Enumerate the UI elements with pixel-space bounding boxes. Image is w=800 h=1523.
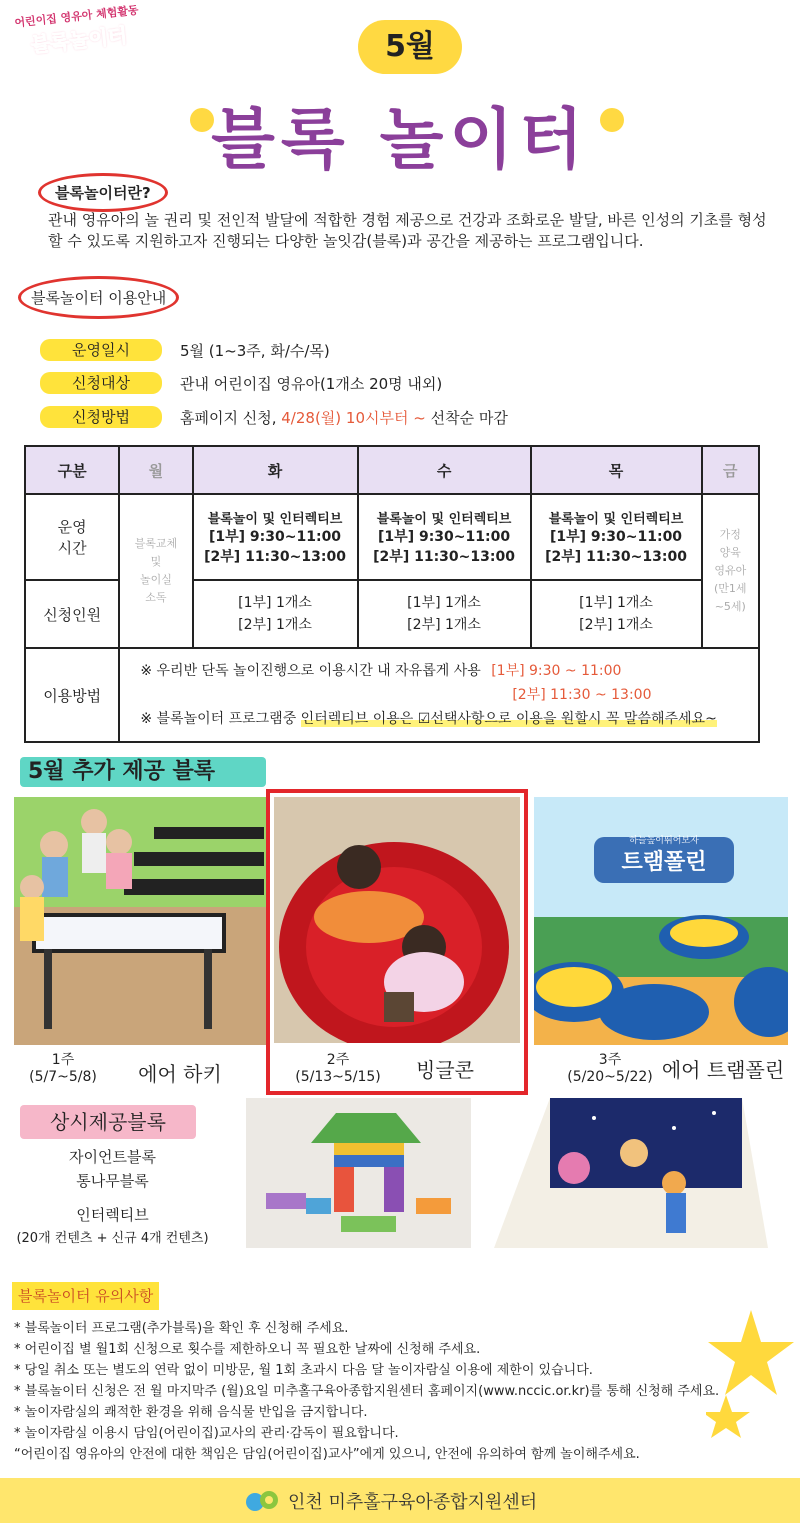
info-row-target [40, 372, 760, 398]
page-title: 블록 놀이터 [211, 101, 589, 178]
always-item-1: 자이언트블록 [69, 1148, 156, 1166]
method-line-1 [140, 659, 758, 683]
always-item-4: (20개 컨텐츠 + 신규 4개 컨텐츠) [16, 1231, 209, 1246]
apply-start-time: 4/28(월) 10시부터 ~ [281, 409, 426, 427]
trampoline-top-sign: 하늘높이뛰어보자 [629, 836, 699, 846]
intro-text: 관내 영유아의 놀 권리 및 전인적 발달에 적합한 경험 제공으로 건강과 조화로운 발달, 바른 인성의 기초를 형성할 수 있도록 지원하고자 진행되는 다양한 놀잇감(블록)과 공간을 제공하는 프로그램입니다. [48, 211, 767, 250]
notice-item: * 어린이집 별 월1회 신청으로 횟수를 제한하오니 꼭 필요한 날짜에 신청해 주세요. [14, 1342, 481, 1357]
week1-name: 에어 하키 [138, 1062, 222, 1086]
logo-subtitle: 어린이집 영유아 체험활동 [13, 3, 140, 30]
org-logo-icon [245, 1488, 281, 1514]
notice-list [14, 1318, 774, 1465]
col-header: 수 [358, 446, 531, 494]
people-2: [2부] 1개소 [579, 617, 653, 633]
apply-suffix: 선착순 마감 [430, 409, 508, 427]
info-value [180, 407, 508, 428]
method-line-2 [140, 707, 758, 731]
week3-label [560, 1049, 660, 1085]
col-header: 목 [531, 446, 702, 494]
interactive-photo [494, 1098, 768, 1248]
always-blocks-banner: 상시제공블록 [20, 1105, 196, 1139]
week2-dates: (5/13~5/15) [295, 1069, 381, 1085]
session-1: [1부] 9:30~11:00 [209, 528, 342, 545]
week1-label [28, 1049, 98, 1085]
always-blocks-list [0, 1145, 225, 1251]
info-label: 신청대상 [40, 372, 162, 394]
giant-block-photo [246, 1098, 471, 1248]
session-2: [2부] 11:30~13:00 [373, 548, 515, 565]
program-logo [6, 1, 150, 60]
week1-dates: (5/7~5/8) [29, 1069, 97, 1085]
week2-label [288, 1049, 388, 1085]
col-header: 월 [119, 446, 192, 494]
apply-method: 홈페이지 신청, [180, 409, 277, 427]
row-label: 이용방법 [25, 648, 119, 742]
method-text-1: ※ 우리반 단독 놀이진행으로 이용시간 내 자유롭게 사용 [140, 663, 481, 679]
notice-item: * 당일 취소 또는 별도의 연락 없이 미방문, 월 1회 초과시 다음 달 놀이자람실 이용에 제한이 있습니다. [14, 1363, 593, 1378]
notice-item: “어린이집 영유아의 안전에 대한 책임은 담임(어린이집)교사”에게 있으니, 안전에 유의하여 함께 놀이해주세요. [14, 1447, 640, 1462]
trampoline-photo [534, 797, 788, 1045]
session-head: 블록놀이 및 인터렉티브 [207, 511, 343, 527]
week2-name: 빙글콘 [416, 1058, 474, 1082]
week3-dates: (5/20~5/22) [567, 1069, 653, 1085]
session-head: 블록놀이 및 인터렉티브 [376, 511, 512, 527]
method-text-2b: 인터렉티브 이용은 ☑선택사항으로 이용을 원할시 꼭 말씀해주세요~ [300, 711, 717, 727]
col-header: 금 [702, 446, 759, 494]
session-head: 블록놀이 및 인터렉티브 [548, 511, 684, 527]
interactive-illustration [494, 1098, 768, 1248]
col-header: 구분 [25, 446, 119, 494]
week2-number: 2주 [326, 1052, 350, 1068]
row-label: 신청인원 [25, 580, 119, 648]
session-cell [531, 494, 702, 580]
friday-note: 가정 양육 영유아 (만1세 ~5세) [702, 494, 759, 648]
people-1: [1부] 1개소 [238, 595, 312, 611]
schedule-table [24, 445, 760, 743]
monday-note: 블록교체 및 놀이실 소독 [119, 494, 192, 648]
people-1: [1부] 1개소 [407, 595, 481, 611]
method-time-1: [1부] 9:30 ~ 11:00 [491, 663, 622, 679]
session-2: [2부] 11:30~13:00 [204, 548, 346, 565]
info-value: 5월 (1~3주, 화/수/목) [180, 342, 330, 360]
month-badge: 5월 [358, 20, 462, 74]
table-row [25, 494, 759, 580]
notice-title: 블록놀이터 유의사항 [12, 1282, 159, 1310]
giant-block-illustration [246, 1098, 471, 1248]
extra-blocks-banner: 5월 추가 제공 블록 [20, 757, 266, 787]
week3-number: 3주 [598, 1052, 622, 1068]
table-row [25, 648, 759, 742]
info-label: 신청방법 [40, 406, 162, 428]
trampoline-sign: 트램폴린 [621, 850, 707, 875]
people-cell [531, 580, 702, 648]
people-2: [2부] 1개소 [238, 617, 312, 633]
method-time-2: [2부] 11:30 ~ 13:00 [512, 687, 652, 703]
info-row-method [40, 406, 760, 432]
intro-heading: 블록놀이터란? [38, 173, 168, 212]
table-header-row [25, 446, 759, 494]
info-row-schedule [40, 339, 760, 365]
session-cell [193, 494, 358, 580]
people-2: [2부] 1개소 [407, 617, 481, 633]
logo-title: 블록놀이터 [29, 22, 129, 57]
session-1: [1부] 9:30~11:00 [378, 528, 511, 545]
notice-item: * 놀이자람실 이용시 담임(어린이집)교사의 관리·감독이 필요합니다. [14, 1426, 399, 1441]
org-name: 인천 미추홀구육아종합지원센터 [288, 1492, 538, 1513]
week1-number: 1주 [51, 1052, 75, 1068]
method-cell [119, 648, 759, 742]
session-1: [1부] 9:30~11:00 [550, 528, 683, 545]
people-1: [1부] 1개소 [579, 595, 653, 611]
session-2: [2부] 11:30~13:00 [545, 548, 687, 565]
people-cell [193, 580, 358, 648]
air-hockey-illustration [14, 797, 266, 1045]
always-item-2: 통나무블록 [76, 1172, 149, 1190]
week3-name: 에어 트램폴린 [661, 1058, 785, 1082]
notice-item: * 블록놀이터 프로그램(추가블록)을 확인 후 신청해 주세요. [14, 1321, 349, 1336]
row-label: 운영 시간 [25, 494, 119, 580]
guide-heading: 블록놀이터 이용안내 [18, 276, 179, 319]
col-header: 화 [193, 446, 358, 494]
info-value: 관내 어린이집 영유아(1개소 20명 내외) [180, 375, 443, 393]
info-label: 운영일시 [40, 339, 162, 361]
footer [0, 1478, 800, 1523]
people-cell [358, 580, 531, 648]
air-hockey-photo [14, 797, 266, 1045]
session-cell [358, 494, 531, 580]
notice-item: * 놀이자람실의 쾌적한 환경을 위해 음식물 반입을 금지합니다. [14, 1405, 368, 1420]
bingle-cone-illustration [274, 797, 520, 1043]
notice-item: * 블록놀이터 신청은 전 월 마지막주 (월)요일 미추홀구육아종합지원센터 홈페이지(www.nccic.or.kr)를 통해 신청해 주세요. [14, 1384, 720, 1399]
bingle-cone-photo [274, 797, 520, 1043]
method-line-time [140, 683, 758, 707]
method-text-2a: ※ 블록놀이터 프로그램중 [140, 711, 301, 727]
always-item-3: 인터렉티브 [76, 1206, 149, 1224]
